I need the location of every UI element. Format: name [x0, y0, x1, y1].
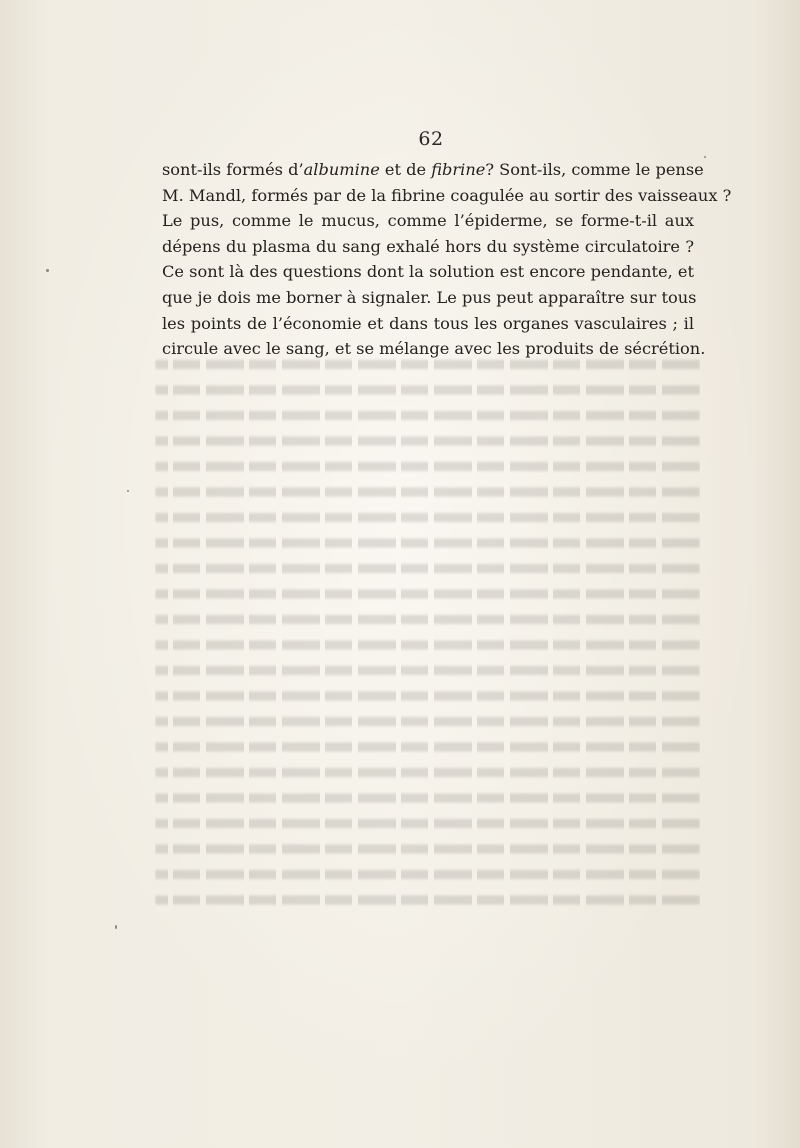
paper-speck	[46, 269, 49, 272]
text-line	[162, 259, 694, 285]
paper-speck	[127, 490, 129, 492]
text-run: circule avec le sang, et se mélange avec les produits de sécrétion.	[162, 339, 706, 359]
text-line	[162, 311, 694, 337]
text-run: ? Sont-ils, comme le pense	[485, 160, 704, 179]
page-number: 62	[418, 128, 444, 150]
text-run: Le pus, comme le mucus, comme l’épiderme, se forme-t-il aux	[162, 211, 694, 231]
italic-term: albumine	[303, 160, 380, 179]
text-line	[162, 208, 694, 234]
paper-speck	[115, 925, 117, 929]
text-line	[162, 336, 706, 362]
text-line	[162, 157, 704, 183]
text-run: que je dois me borner à signaler. Le pus peut apparaître sur tous	[162, 287, 697, 307]
text-line	[162, 285, 697, 311]
italic-term: fibrine	[431, 160, 486, 179]
text-run: Ce sont là des questions dont la solution est encore pendante, et	[162, 262, 694, 282]
text-run: les points de l’économie et dans tous les organes vasculaires ; il	[162, 313, 694, 333]
text-line	[162, 234, 694, 260]
text-run: sont-ils formés d’	[162, 160, 304, 179]
text-line	[162, 183, 732, 209]
show-through-text	[155, 352, 700, 912]
text-run: M. Mandl, formés par de la fibrine coagulée au sortir des vaisseaux ?	[162, 185, 732, 205]
body-text	[162, 157, 732, 362]
paper-speck	[704, 156, 706, 158]
text-run: et de	[379, 160, 432, 179]
text-run: dépens du plasma du sang exhalé hors du système circulatoire ?	[162, 236, 694, 256]
